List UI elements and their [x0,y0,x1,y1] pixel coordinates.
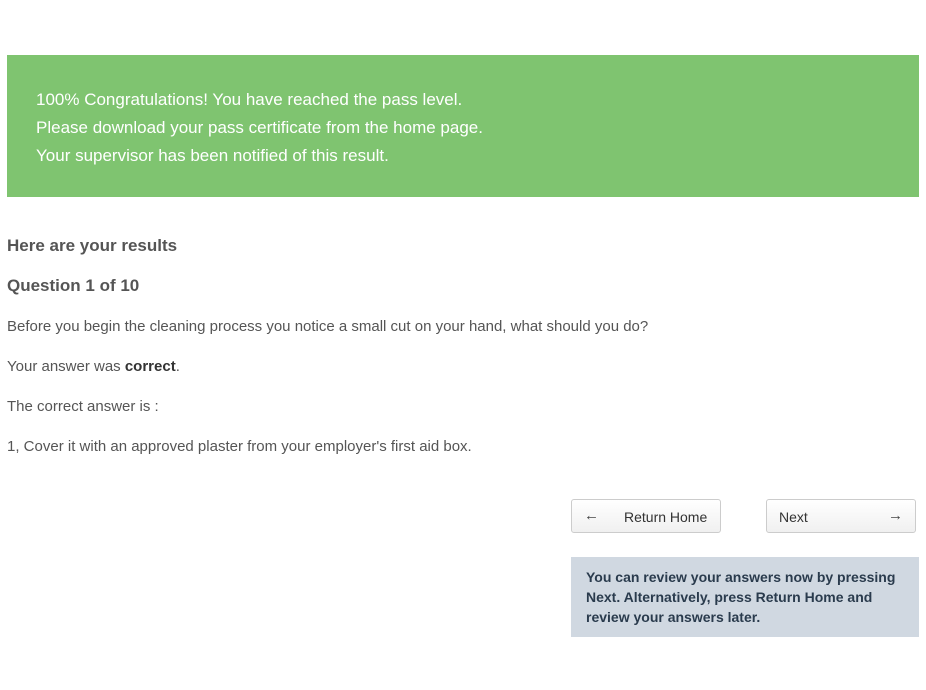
correct-answer-label: The correct answer is : [7,398,159,415]
return-home-button[interactable] [571,499,721,533]
answer-result [7,358,180,375]
answer-status: correct [124,358,176,375]
arrow-left-icon: ← [584,507,599,524]
review-info-box: You can review your answers now by pressing Next. Alternatively, press Return Home and review your answers later. [571,557,919,637]
banner-line-congratulations: 100% Congratulations! You have reached the pass level. [36,90,463,109]
question-text: Before you begin the cleaning process you notice a small cut on your hand, what should you do? [7,318,649,335]
correct-answer-text: 1, Cover it with an approved plaster from your employer's first aid box. [7,438,472,455]
banner-line-certificate: Please download your pass certificate from the home page. [36,118,483,137]
arrow-right-icon: → [888,507,903,524]
next-label: Next [779,509,808,525]
results-heading: Here are your results [7,236,178,255]
pass-banner [7,55,919,197]
return-home-label: Return Home [624,509,708,525]
banner-line-supervisor: Your supervisor has been notified of this result. [36,146,389,165]
answer-suffix: . [175,358,180,375]
answer-prefix: Your answer was [7,358,125,375]
question-heading: Question 1 of 10 [7,276,140,295]
next-button[interactable] [766,499,916,533]
